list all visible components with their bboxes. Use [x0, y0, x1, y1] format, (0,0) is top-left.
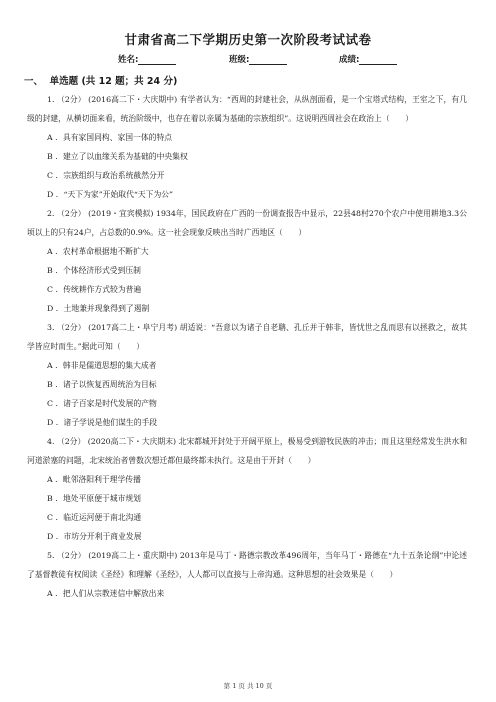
exam-title: 甘肃省高二下学期历史第一次阶段考试试卷 [124, 32, 372, 47]
option-a: A ．韩非是儒道思想的集大成者 [47, 361, 157, 370]
question-list [27, 90, 467, 603]
class-label: 班级: [229, 55, 250, 65]
option-d: D ．诸子学说是他们谋生的手段 [47, 418, 158, 427]
question-stem: 4. （2分） (2020高二下・大庆期末) 北宋都城开封处于开阔平原上，极易受到游牧民族的冲击；而且这里经常发生洪水和河道淤塞的问题，北宋统治者曾数次想迁都但最终都未执行。这是由于开封（ ） [27, 437, 468, 465]
question-stem: 5. （2分） (2019高二上・重庆期中) 2013年是马丁・路德宗教改革496周年，当年马丁・路德在“九十五条论纲”中论述了基督教徒有权阅读《圣经》和理解《圣经》，人人都可以直接与上帝沟通。这种思想的社会效果是（ ） [27, 551, 467, 579]
option-a: A ．把人们从宗教迷信中解放出来 [47, 589, 165, 598]
score-field [339, 53, 397, 65]
option-c: C ．宗族组织与政治系统截然分开 [47, 171, 165, 180]
option-d: D ．市坊分开利于商业发展 [47, 532, 142, 541]
score-label: 成绩: [339, 55, 360, 65]
option-a: A ．毗邻洛阳利于理学传播 [47, 475, 141, 484]
option-b: B ．个体经济形式受到压制 [47, 266, 141, 275]
option-d: D ．土地兼并现象得到了遏制 [47, 304, 150, 313]
option-b: B ．建立了以血缘关系为基础的中央集权 [47, 152, 188, 161]
option-a: A ．具有家国同构、家国一体的特点 [47, 133, 173, 142]
section-heading [24, 73, 177, 87]
section-title: 单选题 (共 12 题；共 24 分) [49, 76, 178, 87]
question-stem: 1. （2分） (2016高二下・大庆期中) 有学者认为：“西周的封建社会，从纵剖面看，是一个宝塔式结构，王室之下，有几级的封建，从横切面来看，统治阶级中，也存在着以亲属为基础的宗族组织”。这说明西周社会在政治上（ ） [27, 95, 467, 123]
name-blank [138, 56, 176, 65]
option-c: C ．传统耕作方式较为普遍 [47, 285, 142, 294]
name-field [118, 53, 176, 65]
class-field [229, 53, 287, 65]
option-b: B ．地处平原便于城市规划 [47, 494, 141, 503]
option-a: A ．农村革命根据地不断扩大 [47, 247, 149, 256]
question-stem: 2. （2分） (2019・宜宾模拟) 1934年，国民政府在广西的一份调查报告中显示，22县48村270个农户中使用耕地3.3公顷以上的只有24户，占总数的0.9%。这一社会现象反映出当时广西地区（ ） [27, 209, 467, 237]
question-stem: 3. （2分） (2017高二上・阜宁月考) 胡适说：“吾意以为诸子自老聃、孔丘并于韩非，皆忧世之乱而思有以拯救之，故其学皆应时而生。”据此可知（ ） [27, 323, 467, 351]
class-blank [249, 56, 287, 65]
score-blank [359, 56, 397, 65]
option-d: D ．“天下为家”开始取代“天下为公” [47, 190, 174, 199]
page-footer: 第 1 页 共 10 页 [223, 682, 273, 690]
name-label: 姓名: [118, 55, 139, 65]
option-b: B ．诸子以恢复西周统治为目标 [47, 380, 157, 389]
section-number: 一、 [24, 76, 44, 87]
option-c: C ．诸子百家是时代发展的产物 [47, 399, 157, 408]
option-c: C ．临近运河便于南北沟通 [47, 513, 142, 522]
